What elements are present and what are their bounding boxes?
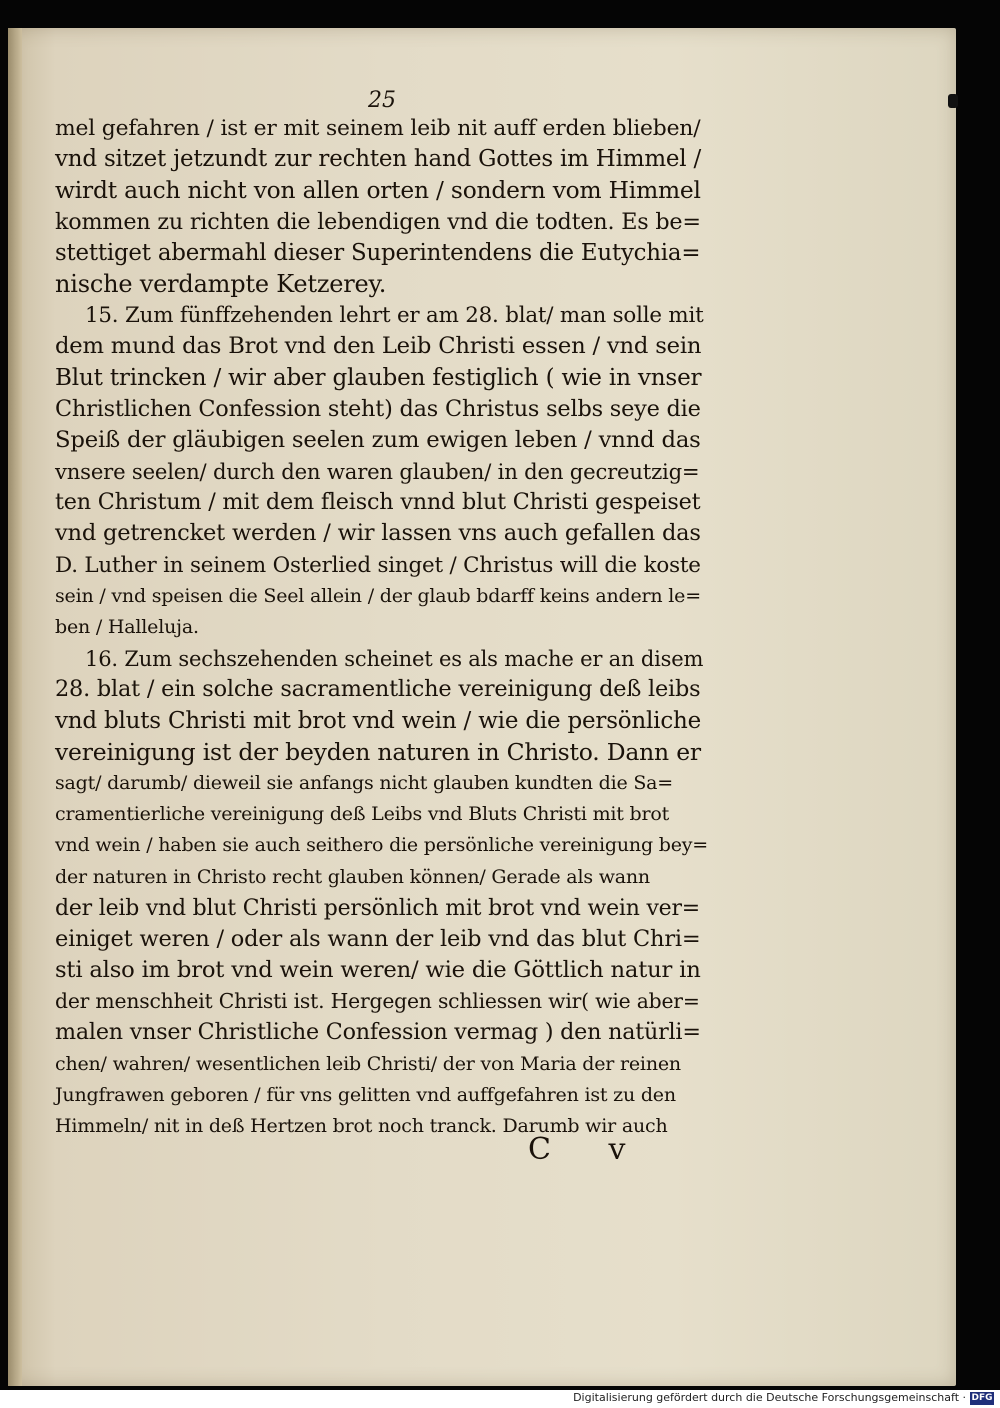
body-text	[55, 113, 715, 1142]
text-line: Christlichen Confession steht) das Christus selbs seye die	[55, 395, 701, 422]
text-line: vnsere seelen/ durch den waren glauben/ in den gecreutzig=	[55, 459, 700, 485]
text-line: vnd bluts Christi mit brot vnd wein / wie die persönliche	[55, 707, 702, 734]
text-line: ten Christum / mit dem fleisch vnnd blut Christi gespeiset	[55, 489, 701, 516]
text-line: kommen zu richten die lebendigen vnd die todten. Es be=	[55, 208, 701, 235]
text-line: der naturen in Christo recht glauben können/ Gerade als wann	[55, 865, 650, 888]
signature-mark: C v	[528, 1132, 650, 1167]
text-line: vnd getrencket werden / wir lassen vns auch gefallen das	[55, 520, 701, 547]
text-line: nische verdampte Ketzerey.	[55, 269, 387, 298]
text-line: mel gefahren / ist er mit seinem leib nit auff erden blieben/	[55, 116, 701, 141]
text-line: der leib vnd blut Christi persönlich mit brot vnd wein ver=	[55, 895, 700, 921]
text-line: D. Luther in seinem Osterlied singet / Christus will die koste	[55, 552, 701, 578]
text-line: 28. blat / ein solche sacramentliche vereinigung deß leibs	[55, 676, 701, 703]
text-line: 16. Zum sechszehenden scheinet es als mache er an disem	[85, 646, 704, 672]
text-line: vnd wein / haben sie auch seithero die persönliche vereinigung bey=	[55, 834, 709, 857]
text-line: malen vnser Christliche Confession vermag ) den natürli=	[55, 1019, 701, 1046]
text-line: vereinigung ist der beyden naturen in Christo. Dann er	[55, 737, 701, 766]
text-line: der menschheit Christi ist. Hergegen schliessen wir( wie aber=	[55, 989, 700, 1014]
text-line: Jungfrawen geboren / für vns gelitten vnd auffgefahren ist zu den	[55, 1083, 676, 1106]
page-edge-mark	[948, 94, 958, 108]
text-line: einiget weren / oder als wann der leib vnd das blut Chri=	[55, 925, 701, 952]
text-line: sti also im brot vnd wein weren/ wie die Göttlich natur in	[55, 957, 701, 984]
text-line: sein / vnd speisen die Seel allein / der glaub bdarff keins andern le=	[55, 584, 701, 607]
text-line: cramentierliche vereinigung deß Leibs vnd Bluts Christi mit brot	[55, 803, 670, 826]
dfg-logo-icon: DFG	[971, 1393, 993, 1403]
text-line: vnd sitzet jetzundt zur rechten hand Gottes im Himmel /	[55, 146, 702, 173]
text-line: wirdt auch nicht von allen orten / sondern vom Himmel	[55, 176, 701, 205]
footer-credit: Digitalisierung gefördert durch die Deutsche Forschungsgemeinschaft ·	[573, 1391, 966, 1404]
footer-bar	[0, 1390, 1000, 1408]
text-line: sagt/ darumb/ dieweil sie anfangs nicht glauben kundten die Sa=	[55, 771, 673, 794]
text-line: Himmeln/ nit in deß Hertzen brot noch tranck. Darumb wir auch	[55, 1115, 668, 1137]
text-line: ben / Halleluja.	[55, 616, 199, 638]
text-line: chen/ wahren/ wesentlichen leib Christi/ der von Maria der reinen	[55, 1052, 681, 1075]
text-line: Blut trincken / wir aber glauben festiglich ( wie in vnser	[55, 364, 702, 391]
text-line: Speiß der gläubigen seelen zum ewigen leben / vnnd das	[55, 426, 701, 453]
text-line: dem mund das Brot vnd den Leib Christi essen / vnd sein	[55, 333, 702, 360]
page-number: 25	[368, 88, 396, 113]
text-line: 15. Zum fünffzehenden lehrt er am 28. blat/ man solle mit	[85, 303, 704, 329]
text-line: stettiget abermahl dieser Superintendens die Eutychia=	[55, 239, 701, 266]
